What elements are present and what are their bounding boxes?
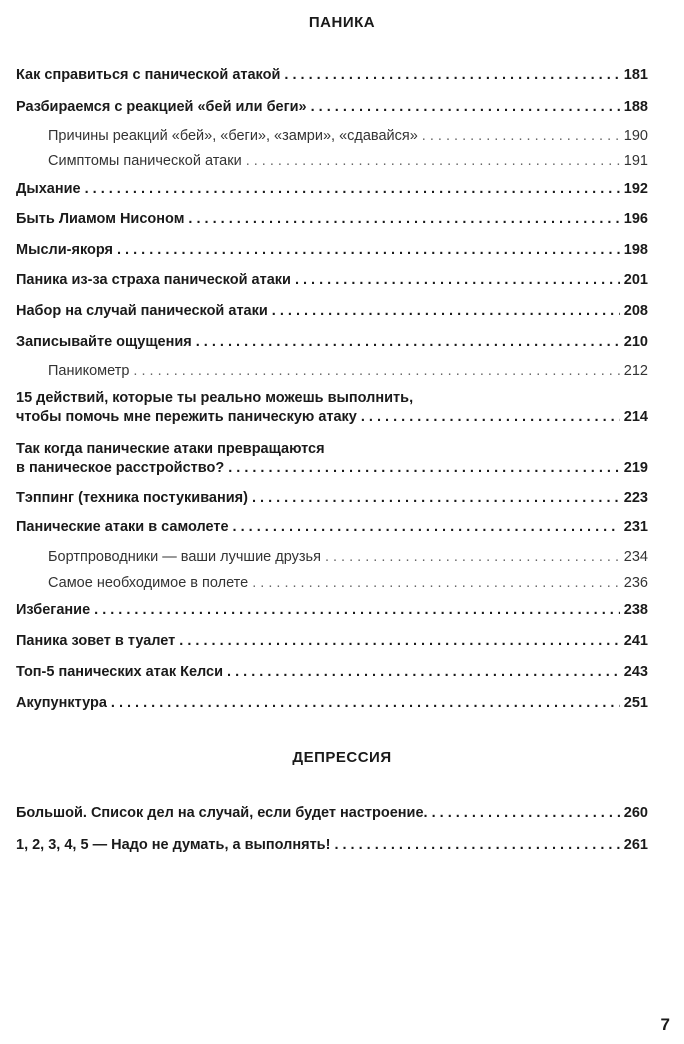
- toc-entry-title: Причины реакций «бей», «беги», «замри», «сдавайся»: [48, 128, 418, 144]
- dot-leader: [85, 180, 620, 199]
- dot-leader: [246, 152, 620, 171]
- toc-entry: [16, 518, 648, 537]
- toc-entry: [16, 66, 648, 85]
- toc-entry-page: 234: [623, 549, 648, 565]
- toc-entry-title-line2: чтобы помочь мне пережить паническую атаку: [16, 409, 357, 425]
- toc-entry-page: 231: [623, 519, 648, 535]
- toc-entry-title: Быть Лиамом Нисоном: [16, 211, 185, 227]
- toc-entry-page: 190: [623, 128, 648, 144]
- toc-entry-page: 210: [623, 334, 648, 350]
- toc-entry-title: Разбираемся с реакцией «бей или беги»: [16, 99, 307, 115]
- toc-entry: [16, 440, 648, 478]
- toc-entry: [16, 632, 648, 651]
- toc-entry-page: 192: [623, 181, 648, 197]
- toc-entry-page: 212: [623, 363, 648, 379]
- dot-leader: [252, 489, 620, 508]
- toc-entry: [16, 241, 648, 260]
- toc-entry-title: Мысли-якоря: [16, 242, 113, 258]
- dot-leader: [295, 271, 620, 290]
- dot-leader: [179, 632, 620, 651]
- toc-entry-page: 214: [623, 409, 648, 425]
- toc-entry: [16, 489, 648, 508]
- toc-entry-title: Как справиться с панической атакой: [16, 67, 281, 83]
- toc-entry-page: 243: [623, 664, 648, 680]
- toc-entry-title: Симптомы панической атаки: [48, 153, 242, 169]
- toc-entry-title: Бортпроводники — ваши лучшие друзья: [48, 549, 321, 565]
- toc-entry-title: Акупунктура: [16, 695, 107, 711]
- toc-entry-title: Избегание: [16, 602, 91, 618]
- toc-entry-page: 198: [623, 242, 648, 258]
- toc-entry: [16, 271, 648, 290]
- toc-entry: [16, 601, 648, 620]
- toc-entry-title: Набор на случай панической атаки: [16, 303, 268, 319]
- toc-entry-page: 191: [623, 153, 648, 169]
- toc-entry-title: Дыхание: [16, 181, 81, 197]
- toc-entry: [16, 836, 648, 855]
- toc-entry-title: Паника зовет в туалет: [16, 633, 176, 649]
- toc-entry: [16, 389, 648, 427]
- toc-entry-page: 238: [623, 602, 648, 618]
- toc-entry: [16, 804, 648, 823]
- toc-entry-page: 208: [623, 303, 648, 319]
- toc-entry: [16, 98, 648, 117]
- dot-leader: [188, 210, 619, 229]
- dot-leader: [111, 694, 620, 713]
- section-title-panic: ПАНИКА: [308, 14, 376, 31]
- toc-entry: [16, 210, 648, 229]
- toc-entry-page: 196: [623, 211, 648, 227]
- section-title-depression: ДЕПРЕССИЯ: [292, 749, 392, 766]
- toc-entry-page: 188: [623, 99, 648, 115]
- toc-entry-title-line2: в паническое расстройство?: [16, 460, 225, 476]
- dot-leader: [272, 302, 620, 321]
- toc-entry-page: 181: [623, 67, 648, 83]
- toc-entry-page: 219: [623, 460, 648, 476]
- toc-entry-title: Паникометр: [48, 363, 130, 379]
- toc-entry-title: 1, 2, 3, 4, 5 — Надо не думать, а выполнять!: [16, 837, 331, 853]
- toc-entry: [16, 180, 648, 199]
- toc-entry: [16, 333, 648, 352]
- dot-leader: [252, 574, 620, 593]
- toc-entry-title: Самое необходимое в полете: [48, 575, 249, 591]
- dot-leader: [196, 333, 620, 352]
- toc-entry-title-line1: Так когда панические атаки превращаются: [16, 441, 325, 457]
- toc-entry-page: 251: [623, 695, 648, 711]
- dot-leader: [233, 518, 620, 537]
- page-number: 7: [660, 1015, 670, 1034]
- toc-subentry: [48, 362, 648, 381]
- toc-entry-title: Большой. Список дел на случай, если будет настроение.: [16, 805, 428, 821]
- toc-subentry: [48, 574, 648, 593]
- toc-entry: [16, 302, 648, 321]
- dot-leader: [117, 241, 620, 260]
- dot-leader: [422, 127, 620, 146]
- toc-entry-title: Топ-5 панических атак Келси: [16, 664, 224, 680]
- toc-subentry: [48, 548, 648, 567]
- dot-leader: [94, 601, 620, 620]
- dot-leader: [361, 408, 620, 427]
- dot-leader: [311, 98, 620, 117]
- toc-entry-title: Записывайте ощущения: [16, 334, 192, 350]
- toc-entry-page: 236: [623, 575, 648, 591]
- toc-entry-page: 260: [623, 805, 648, 821]
- dot-leader: [284, 66, 619, 85]
- dot-leader: [432, 804, 620, 823]
- toc-entry: [16, 694, 648, 713]
- toc-entry-title: Панические атаки в самолете: [16, 519, 229, 535]
- toc-entry-title: Паника из-за страха панической атаки: [16, 272, 291, 288]
- dot-leader: [228, 459, 620, 478]
- toc-entry-title: Тэппинг (техника постукивания): [16, 490, 248, 506]
- dot-leader: [227, 663, 620, 682]
- toc-subentry: [48, 152, 648, 171]
- toc-subentry: [48, 127, 648, 146]
- toc-entry-page: 241: [623, 633, 648, 649]
- dot-leader: [133, 362, 619, 381]
- toc-entry-page: 201: [623, 272, 648, 288]
- toc-entry-page: 223: [623, 490, 648, 506]
- dot-leader: [325, 548, 620, 567]
- toc-entry-page: 261: [623, 837, 648, 853]
- dot-leader: [334, 836, 619, 855]
- toc-entry: [16, 663, 648, 682]
- toc-entry-title-line1: 15 действий, которые ты реально можешь выполнить,: [16, 390, 414, 406]
